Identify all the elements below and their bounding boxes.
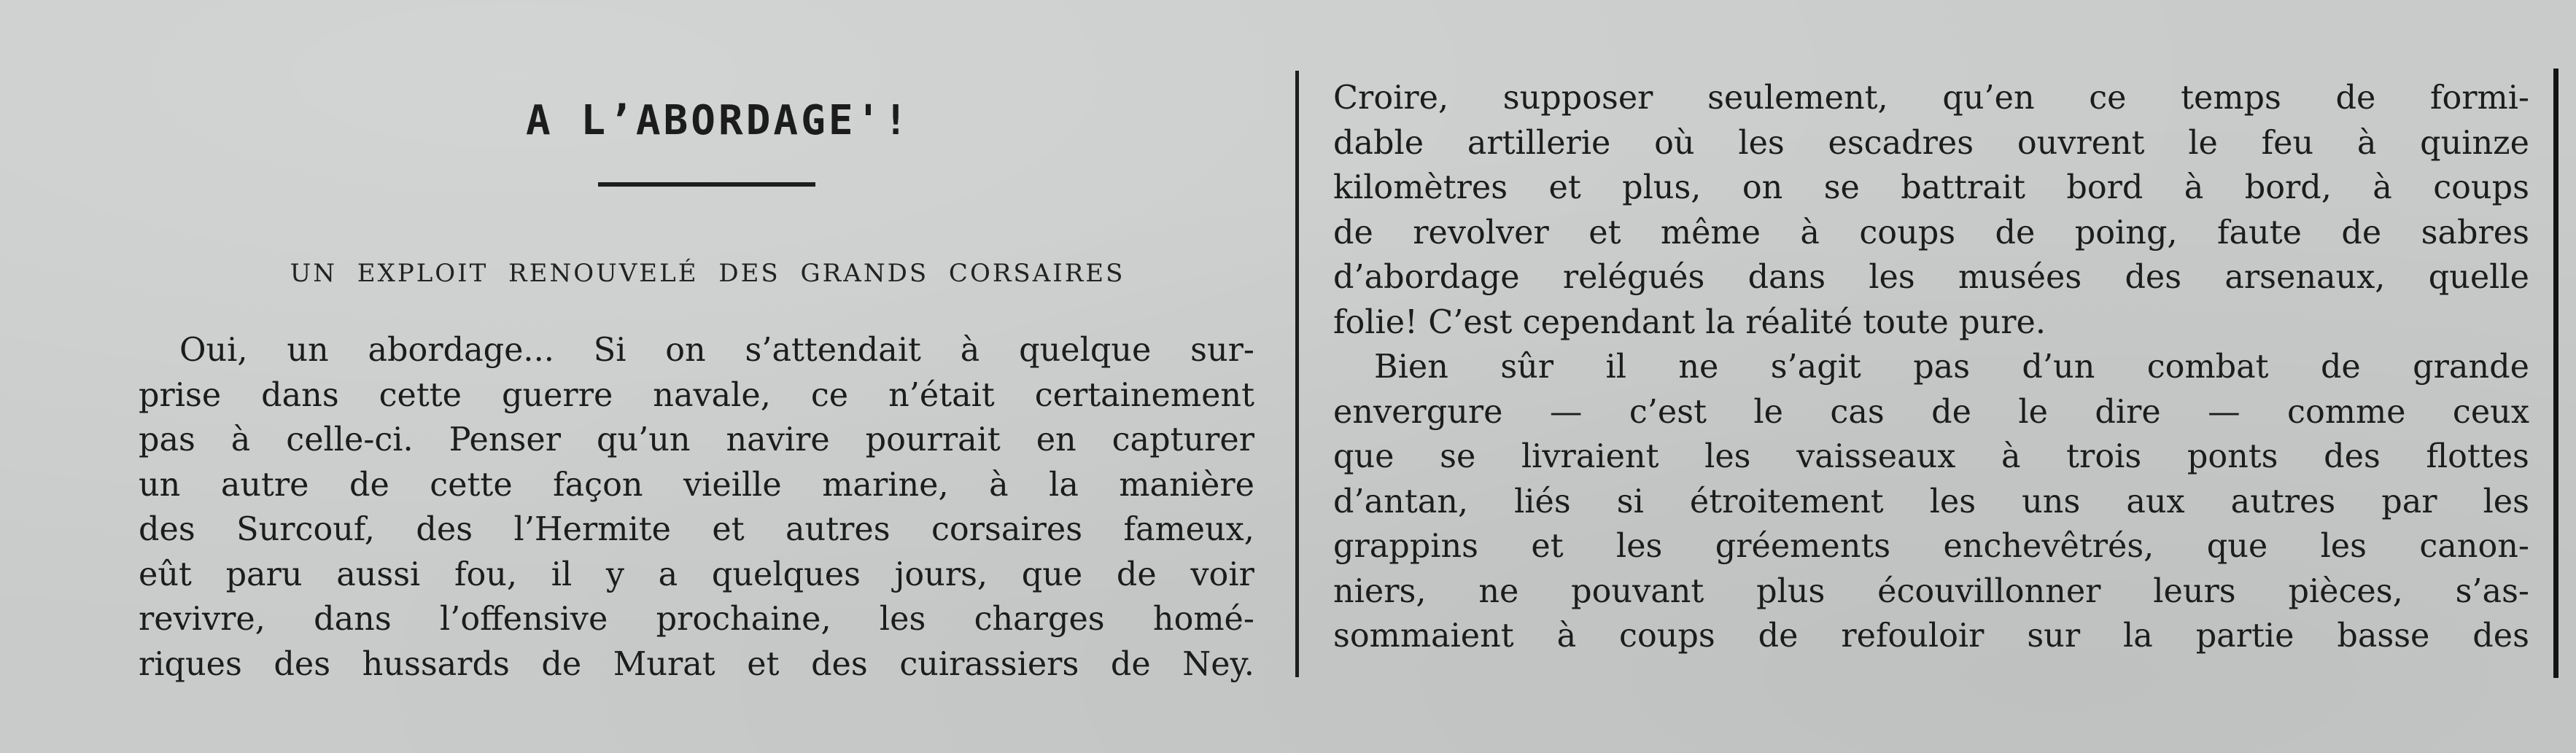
word: il (1605, 348, 1626, 386)
word: vaisseaux (1796, 438, 1956, 475)
word: de (2320, 348, 2361, 386)
word: — (1549, 393, 1583, 431)
word: jours, (894, 555, 988, 593)
word: réalité (1745, 303, 1853, 341)
word: cas (1830, 393, 1885, 431)
word: revolver (1413, 214, 1549, 251)
word: revivre, (139, 601, 265, 638)
word: pas (1913, 348, 1971, 386)
word: Surcouf, (236, 511, 375, 548)
word: dire (2095, 393, 2161, 431)
word: canon- (2419, 528, 2529, 565)
word: de (1758, 617, 1799, 655)
word: sur- (1190, 332, 1254, 369)
word: guerre (501, 376, 613, 414)
word: vieille (683, 466, 782, 504)
text-line (139, 463, 1254, 508)
text-line (139, 328, 1254, 373)
word: niers, (1333, 572, 1427, 610)
text-line (1333, 76, 2529, 121)
text-line (139, 507, 1254, 553)
word: ce (2089, 79, 2127, 117)
word: — (2208, 393, 2241, 431)
word: sommaient (1333, 617, 1514, 655)
word: celle-ci. (286, 421, 414, 459)
word: prise (139, 376, 222, 414)
paragraph-right-2 (1333, 345, 2529, 659)
word: que (1021, 555, 1083, 593)
right-margin-rule (2553, 69, 2558, 678)
word: n’était (888, 376, 995, 414)
word: grappins (1333, 528, 1478, 565)
word: pas (139, 421, 195, 459)
text-line (1333, 211, 2529, 256)
word: pouvant (1571, 572, 1704, 610)
word: à (2184, 169, 2204, 206)
word: ne (1478, 572, 1519, 610)
word: bord, (2244, 169, 2332, 206)
word: folie! (1333, 303, 1418, 341)
word: par (2381, 483, 2437, 520)
word: l’Hermite (513, 511, 671, 548)
word: hussards (362, 645, 510, 683)
word: un (287, 332, 329, 369)
word: les (2320, 528, 2367, 565)
word: dans (261, 376, 339, 414)
word: les (1704, 438, 1751, 475)
word: feu (2261, 124, 2314, 162)
word: liés (1514, 483, 1571, 520)
word: quinze (2420, 124, 2529, 162)
word: navire (726, 421, 830, 459)
word: battrait (1901, 169, 2025, 206)
word: d’abordage (1333, 259, 1520, 296)
text-line (139, 553, 1254, 598)
word: à (2356, 124, 2377, 162)
word: sûr (1500, 348, 1554, 386)
word: que (2206, 528, 2268, 565)
word: escadres (1828, 124, 1974, 162)
paragraph-right-1 (1333, 76, 2529, 345)
paragraph-left-1 (139, 328, 1254, 687)
article-title: A L’ABORDAGE'! (525, 97, 911, 144)
word: à (960, 332, 980, 369)
word: formi- (2429, 79, 2529, 117)
word: de (2341, 214, 2382, 251)
word: homé- (1152, 601, 1254, 638)
word: partie (2195, 617, 2294, 655)
word: Oui, (179, 332, 248, 369)
word: de (1116, 555, 1157, 593)
text-line (1333, 480, 2529, 525)
word: les (879, 601, 926, 638)
word: à (1800, 214, 1820, 251)
word: autre (220, 466, 309, 504)
text-line (1333, 165, 2529, 211)
word: sabres (2421, 214, 2529, 251)
text-line (1333, 345, 2529, 390)
word: des (416, 511, 473, 548)
column-divider-rule (1295, 71, 1299, 677)
word: les (1929, 483, 1976, 520)
word: à (230, 421, 251, 459)
word: de (1110, 645, 1151, 683)
word: grande (2413, 348, 2529, 386)
word: Ney. (1182, 645, 1254, 683)
word: relégués (1562, 259, 1705, 296)
word: et (747, 645, 780, 683)
word: voir (1190, 555, 1254, 593)
word: abordage... (368, 332, 554, 369)
word: supposer (1502, 79, 1653, 117)
text-line (1333, 300, 2529, 346)
word: d’un (2022, 348, 2095, 386)
word: de (1931, 393, 1971, 431)
word: basse (2337, 617, 2430, 655)
word: dable (1333, 124, 1424, 162)
text-line (1333, 434, 2529, 480)
word: dans (314, 601, 392, 638)
word: cette (430, 466, 513, 504)
word: temps (2181, 79, 2281, 117)
word: autres (2230, 483, 2336, 520)
word: à (989, 466, 1009, 504)
text-line (1333, 390, 2529, 435)
word: flottes (2426, 438, 2529, 475)
word: se (1440, 438, 1476, 475)
word: s’attendait (745, 332, 921, 369)
word: leurs (2153, 572, 2236, 610)
word: coups (1619, 617, 1715, 655)
word: Si (593, 332, 626, 369)
text-line (1333, 121, 2529, 166)
text-line (1333, 569, 2529, 615)
word: le (2018, 393, 2048, 431)
left-column (139, 87, 1254, 687)
word: et (712, 511, 745, 548)
word: qu’en (1942, 79, 2035, 117)
word: pourrait (865, 421, 1001, 459)
word: se (1823, 169, 1860, 206)
word: et (1588, 214, 1621, 251)
word: de (2335, 79, 2376, 117)
word: la (1705, 303, 1735, 341)
word: d’antan, (1333, 483, 1469, 520)
word: des (811, 645, 868, 683)
word: des (2324, 438, 2381, 475)
word: c’est (1629, 393, 1707, 431)
word: livraient (1521, 438, 1659, 475)
word: en (1036, 421, 1076, 459)
text-line (139, 642, 1254, 687)
word: fameux, (1123, 511, 1254, 548)
word: les (1738, 124, 1785, 162)
word: trois (2066, 438, 2142, 475)
word: coups (1859, 214, 1956, 251)
word: cuirassiers (899, 645, 1079, 683)
word: certainement (1034, 376, 1254, 414)
word: Murat (613, 645, 715, 683)
word: de (349, 466, 389, 504)
word: façon (553, 466, 643, 504)
word: riques (139, 645, 242, 683)
word: pure. (1959, 303, 2046, 341)
word: dans (1747, 259, 1826, 296)
word: de (541, 645, 582, 683)
word: plus, (1622, 169, 1702, 206)
word: quelque (1019, 332, 1152, 369)
word: les (1869, 259, 1915, 296)
word: navale, (653, 376, 771, 414)
word: s’agit (1770, 348, 1861, 386)
word: les (1615, 528, 1663, 565)
word: on (1742, 169, 1783, 206)
word: ponts (2187, 438, 2278, 475)
word: l’offensive (439, 601, 608, 638)
word: cependant (1522, 303, 1695, 341)
word: sur (2027, 617, 2081, 655)
word: musées (1958, 259, 2082, 296)
word: capturer (1112, 421, 1254, 459)
word: ceux (2452, 393, 2529, 431)
word: a (658, 555, 678, 593)
word: la (1049, 466, 1079, 504)
word: ouvrent (2017, 124, 2145, 162)
word: kilomètres (1333, 169, 1508, 206)
text-line (1333, 524, 2529, 569)
word: faute (2217, 214, 2302, 251)
word: de (1995, 214, 2036, 251)
word: bord (2066, 169, 2144, 206)
word: des (273, 645, 331, 683)
word: Penser (449, 421, 561, 459)
word: toute (1863, 303, 1949, 341)
word: poing, (2074, 214, 2178, 251)
word: des (2125, 259, 2182, 296)
word: un (139, 466, 181, 504)
word: même (1660, 214, 1761, 251)
word: comme (2287, 393, 2406, 431)
word: à (2373, 169, 2392, 206)
word: combat (2146, 348, 2269, 386)
word: qu’un (596, 421, 691, 459)
word: marine, (822, 466, 949, 504)
text-line (139, 418, 1254, 463)
word: la (2123, 617, 2153, 655)
word: où (1654, 124, 1695, 162)
word: uns (2022, 483, 2081, 520)
word: à (1556, 617, 1577, 655)
word: manière (1119, 466, 1254, 504)
word: quelle (2428, 259, 2529, 296)
text-line (1333, 255, 2529, 300)
word: le (1753, 393, 1783, 431)
word: quelques (711, 555, 861, 593)
text-line (139, 373, 1254, 418)
word: paru (225, 555, 303, 593)
text-line (139, 597, 1254, 642)
word: C’est (1428, 303, 1513, 341)
word: s’as- (2455, 572, 2529, 610)
word: y (605, 555, 624, 593)
word: aux (2126, 483, 2185, 520)
word: coups (2433, 169, 2529, 206)
word: que (1333, 438, 1394, 475)
word: refouloir (1841, 617, 1985, 655)
right-column (1333, 76, 2529, 659)
word: les (2483, 483, 2529, 520)
word: à (2001, 438, 2021, 475)
word: on (665, 332, 706, 369)
word: arsenaux, (2224, 259, 2386, 296)
word: le (2188, 124, 2218, 162)
word: et (1531, 528, 1564, 565)
word: ce (810, 376, 849, 414)
word: des (2472, 617, 2529, 655)
word: envergure (1333, 393, 1503, 431)
word: cette (379, 376, 462, 414)
word: charges (974, 601, 1105, 638)
word: pièces, (2288, 572, 2403, 610)
word: des (139, 511, 195, 548)
word: autres (785, 511, 891, 548)
word: écouvillonner (1877, 572, 2101, 610)
word: eût (139, 555, 192, 593)
word: il (551, 555, 573, 593)
word: artillerie (1467, 124, 1611, 162)
word: de (1333, 214, 1373, 251)
word: fou, (454, 555, 518, 593)
word: si (1616, 483, 1644, 520)
word: Bien (1374, 348, 1448, 386)
word: et (1548, 169, 1581, 206)
text-line (1333, 614, 2529, 659)
word: enchevêtrés, (1943, 528, 2154, 565)
word: gréements (1715, 528, 1891, 565)
article-subtitle: UN EXPLOIT RENOUVELÉ DES GRANDS CORSAIRES (290, 259, 1125, 288)
word: corsaires (931, 511, 1083, 548)
word: ne (1678, 348, 1719, 386)
word: aussi (336, 555, 421, 593)
word: seulement, (1707, 79, 1888, 117)
word: étroitement (1689, 483, 1884, 520)
word: prochaine, (656, 601, 831, 638)
word: Croire, (1333, 79, 1449, 117)
word: plus (1756, 572, 1826, 610)
title-underline-rule (598, 182, 815, 187)
